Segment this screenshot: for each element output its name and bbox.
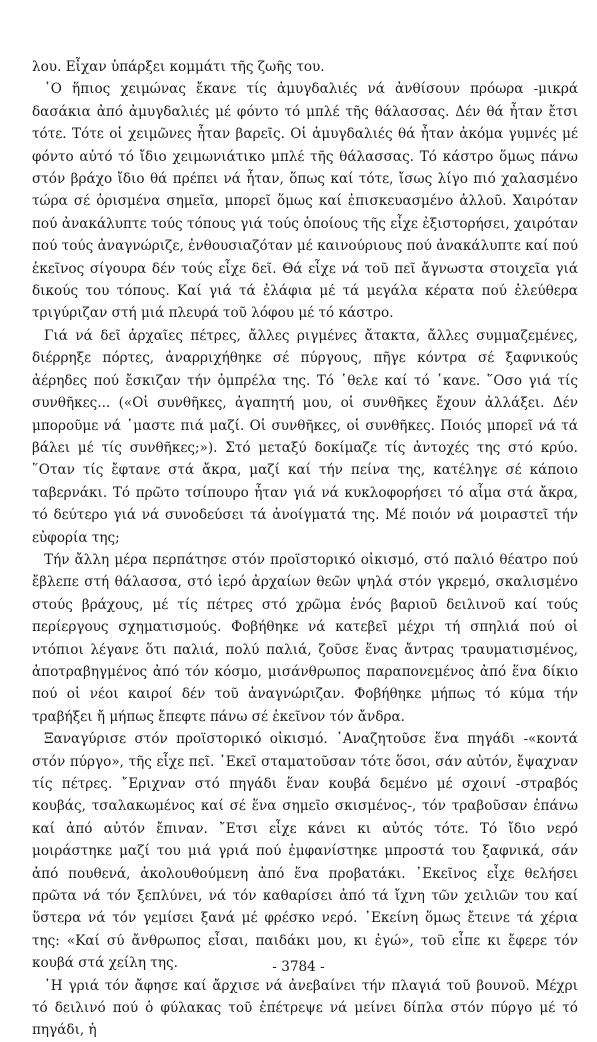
- page-number: - 3784 -: [272, 959, 325, 975]
- paragraph: Τήν ἄλλη μέρα περπάτησε στόν προϊστορικό οἰκισμό, στό παλιό θέατρο πού ἔβλεπε στή θάλασσα, στό ἱερό ἀρχαίων θεῶν ψηλά στόν γκρεμό, σκαλισμένο στούς βράχους, μέ τίς πέτρες στό χρῶμα ἑνός βαριοῦ δειλινοῦ καί τούς περίεργους σχηματισμούς. Φοβήθηκε νά κατεβεῖ μέχρι τή σπηλιά πού οἱ ντόπιοι λέγανε ὅτι παλιά, πολύ παλιά, ζοῦσε ἕνας ἄντρας τραυματισμένος, ἀποτραβηγμένος ἀπό τόν κόσμο, μισάνθρωπος παραπονεμένος ἀπό ἕνα δίκιο πού οἱ νέοι καιροί δέν τοῦ ἀναγνώριζαν. Φοβήθηκε μήπως τό κύμα τήν τραβήξει ἤ μήπως ἔπεφτε πάνω σέ ἐκεῖνον τόν ἄνδρα.: [32, 551, 578, 725]
- paragraph-continuation: λου. Εἶχαν ὑπάρξει κομμάτι τῆς ζωῆς του.: [32, 59, 325, 75]
- paragraph: Ξαναγύρισε στόν προϊστορικό οἰκισμό. ᾿Αναζητοῦσε ἕνα πηγάδι -«κοντά στόν πύργο», τῆς εἶχε πεῖ. ᾿Εκεῖ σταματοῦσαν τότε ὅσοι, σάν αὐτόν, ἔψαχναν τίς πέτρες. ῎Εριχναν στό πηγάδι ἕναν κουβά δεμένο μέ σχοινί -στραβός κουβάς, τσαλακωμένος καί σέ ἕνα σημεῖο σκισμένος-, τόν τραβοῦσαν ἐπάνω καί ἀπό αὐτόν ἔπιναν. ῎Ετσι εἶχε κάνει κι αὐτός τότε. Τό ἴδιο νερό μοιράστηκε μαζί του μιά γριά πού ἐμφανίστηκε μπροστά του ξαφνικά, σάν ἀπό πουθενά, ἀκολουθούμενη ἀπό ἕνα προβατάκι. ᾿Εκεῖνος εἶχε θελήσει πρῶτα νά τόν ξεπλύνει, νά τόν καθαρίσει ἀπό τά ἴχνη τῶν χειλιῶν του καί ὕστερα νά τόν γεμίσει ξανά μέ φρέσκο νερό. ᾿Εκείνη ὅμως ἔτεινε τά χέρια της: «Καί σύ ἄνθρωπος εἶσαι, παιδάκι μου, κι ἐγώ», τοῦ εἶπε κι ἔφερε τόν κουβά στά χείλη της.: [32, 731, 578, 972]
- page-body: [32, 56, 578, 1042]
- paragraph: ῾Η γριά τόν ἄφησε καί ἄρχισε νά ἀνεβαίνει τήν πλαγιά τοῦ βουνοῦ. Μέχρι τό δειλινό πού ὁ φύλακας τοῦ ἐπέτρεψε νά μείνει δίπλα στόν πύργο μέ τό πηγάδι, ἡ: [32, 977, 578, 1039]
- paragraph: ῾Ο ἥπιος χειμώνας ἔκανε τίς ἀμυγδαλιές νά ἀνθίσουν πρόωρα -μικρά δασάκια ἀπό ἀμυγδαλιές μέ φόντο τό μπλέ τῆς θάλασσας. Δέν θά ἦταν ἔτσι τότε. Τότε οἱ χειμῶνες ἦταν βαρεῖς. Οἱ ἀμυγδαλιές θά ἦταν ἀκόμα γυμνές μέ φόντο αὐτό τό ἴδιο χειμωνιάτικο μπλέ τῆς θάλασσας. Τό κάστρο ὅμως πάνω στόν βράχο ἴδιο θά πρέπει νά ἦταν, ὅπως καί τότε, ἴσως λίγο πιό χαλασμένο τώρα σέ ὁρισμένα σημεῖα, μπορεῖ ὅμως καί ἐπισκευασμένο ἀλλοῦ. Χαιρόταν πού ἀνακάλυπτε τούς τόπους γιά τούς ὁποίους τῆς εἶχε ἐξιστορήσει, χαιρόταν πού τούς ἀναγνώριζε, ἐνθουσιαζόταν μέ καινούριους πού ἀνακάλυπτε καί πού ἐκεῖνος σίγουρα δέν τούς εἶχε δεῖ. Θά εἶχε νά τοῦ πεῖ ἄγνωστα στοιχεῖα γιά δικούς του τόπους. Καί γιά τά ἐλάφια μέ τά μεγάλα κέρατα πού ἐλεύθερα τριγύριζαν στή μιά πλευρά τοῦ λόφου μέ τό κάστρο.: [32, 81, 578, 322]
- paragraph: Γιά νά δεῖ ἀρχαῖες πέτρες, ἄλλες ριγμένες ἄτακτα, ἄλλες συμμαζεμένες, διέρρηξε πόρτες, ἀναρριχήθηκε σέ πύργους, πῆγε κόντρα σέ ξαφνικούς ἀέρηδες πού ἔσκιζαν τήν ὀμπρέλα της. Τό ῾θελε καί τό ῾κανε. ῞Οσο γιά τίς συνθῆκες... («Οἱ συνθῆκες, ἀγαπητή μου, οἱ συνθῆκες ἔχουν ἀλλάξει. Δέν μποροῦμε νά ῾μαστε πιά μαζί. Οἱ συνθῆκες, οἱ συνθῆκες. Ποιός μπορεῖ νά τά βάλει μέ τίς συνθῆκες;»). Στό μεταξύ δοκίμαζε τίς ἀντοχές της στό κρύο. ῞Οταν τίς ἔφτανε στά ἄκρα, μαζί καί τήν πείνα της, κατέληγε σέ κάποιο ταβερνάκι. Τό πρῶτο τσίπουρο ἦταν γιά νά κυκλοφορήσει τό αἷμα στά ἄκρα, τό δεύτερο γιά νά συνοδεύσει τά ἀνοίγματά της. Μέ ποιόν νά μοιραστεῖ τήν εὐφορία της;: [32, 327, 578, 546]
